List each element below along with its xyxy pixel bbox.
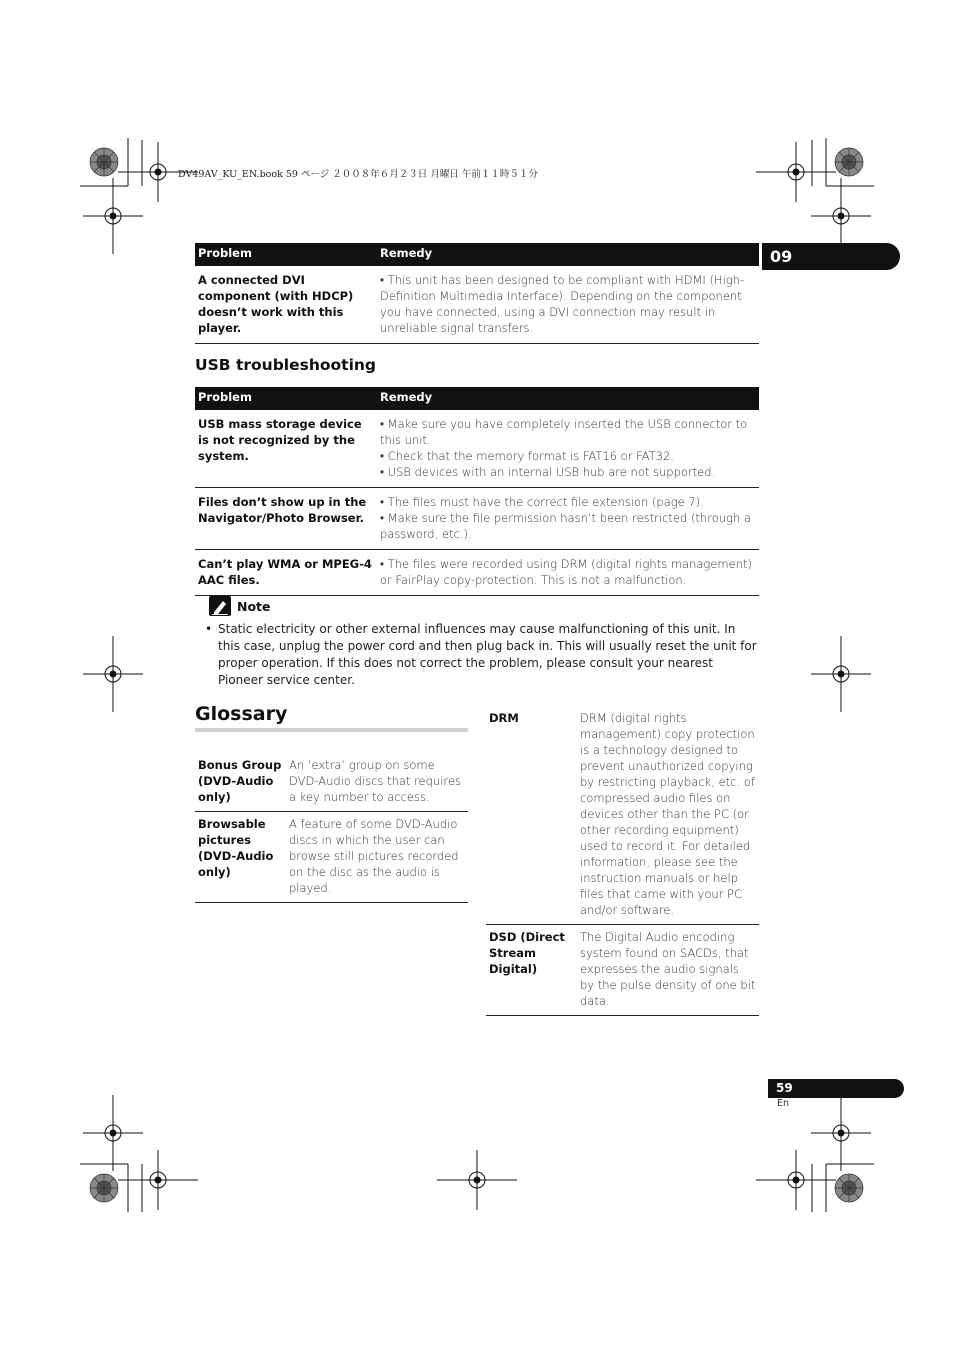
glossary-term: DSD (Direct Stream Digital) <box>486 925 577 1016</box>
problem-cell: A connected DVI component (with HDCP) doesn’t work with this player. <box>195 266 377 344</box>
remedy-cell <box>377 266 759 344</box>
note-text: Static electricity or other external influences may cause malfunctioning of this unit. In this case, unplug the power cord and then plug back in. This will usually reset the unit for proper operation. If this does not correct the problem, please consult your nearest Pioneer service center. <box>218 622 757 687</box>
table-header-row <box>195 387 759 410</box>
glossary-table-left <box>195 753 468 903</box>
glossary-term: DRM <box>486 706 577 925</box>
usb-troubleshooting-table <box>195 387 759 596</box>
section-heading-usb: USB troubleshooting <box>195 356 377 374</box>
remedy-line: • Make sure you have completely inserted the USB connector to this unit. <box>380 417 748 447</box>
problem-cell: Can’t play WMA or MPEG-4 AAC files. <box>195 550 377 596</box>
problem-cell: Files don’t show up in the Navigator/Photo Browser. <box>195 488 377 550</box>
remedy-line: • The files were recorded using DRM (digital rights management) or FairPlay copy-protection. This is not a malfunction. <box>380 557 752 587</box>
table-header-row <box>195 243 759 266</box>
remedy-line: • USB devices with an internal USB hub are not supported. <box>380 465 716 479</box>
header-problem: Problem <box>195 243 377 266</box>
table-row <box>195 550 759 596</box>
page-language: En <box>777 1098 790 1109</box>
pencil-icon <box>209 596 231 616</box>
header-remedy: Remedy <box>377 243 759 266</box>
remedy-line: • This unit has been designed to be compliant with HDMI (High-Definition Multimedia Interface). Depending on the component you have connected, using a DVI connection may result in unreliable signal transfers. <box>380 273 745 335</box>
remedy-cell <box>377 550 759 596</box>
remedy-line: • Check that the memory format is FAT16 or FAT32. <box>380 449 674 463</box>
glossary-table-right <box>486 706 759 1016</box>
header-remedy: Remedy <box>377 387 759 410</box>
glossary-definition: DRM (digital rights management) copy protection is a technology designed to prevent unauthorized copying by restricting playback, etc. of compressed audio files on devices other than the PC (or other recording equipment) used to record it. For detailed information, please see the instruction manuals or help files that came with your PC and/or software. <box>577 706 759 925</box>
remedy-cell <box>377 488 759 550</box>
glossary-entry <box>486 925 759 1016</box>
chapter-tab: 09 <box>762 243 900 270</box>
glossary-definition: A feature of some DVD-Audio discs in which the user can browse still pictures recorded on the disc as the audio is played. <box>286 812 468 903</box>
remedy-line: • The files must have the correct file extension (page 7). <box>380 495 704 509</box>
header-problem: Problem <box>195 387 377 410</box>
print-header: DV49AV_KU_EN.book 59 ページ ２００８年６月２３日 月曜日 午前１１時５１分 <box>178 169 538 180</box>
glossary-title: Glossary <box>195 703 288 725</box>
glossary-entry <box>195 753 468 812</box>
table-row <box>195 266 759 344</box>
page-number: 59 <box>768 1079 904 1098</box>
note-bullet: • <box>205 622 213 636</box>
glossary-title-rule <box>195 728 468 732</box>
troubleshooting-table-top <box>195 243 759 344</box>
glossary-definition: The Digital Audio encoding system found on SACDs, that expresses the audio signals by the pulse density of one bit data. <box>577 925 759 1016</box>
table-row <box>195 488 759 550</box>
remedy-cell <box>377 410 759 488</box>
glossary-entry <box>195 812 468 903</box>
glossary-definition: An ‘extra’ group on some DVD-Audio discs that requires a key number to access. <box>286 753 468 812</box>
glossary-entry <box>486 706 759 925</box>
note-label: Note <box>237 599 271 614</box>
table-row <box>195 410 759 488</box>
glossary-term: Browsable pictures (DVD-Audio only) <box>195 812 286 903</box>
problem-cell: USB mass storage device is not recognized by the system. <box>195 410 377 488</box>
remedy-line: • Make sure the file permission hasn’t been restricted (through a password, etc.). <box>380 511 751 541</box>
glossary-term: Bonus Group (DVD-Audio only) <box>195 753 286 812</box>
